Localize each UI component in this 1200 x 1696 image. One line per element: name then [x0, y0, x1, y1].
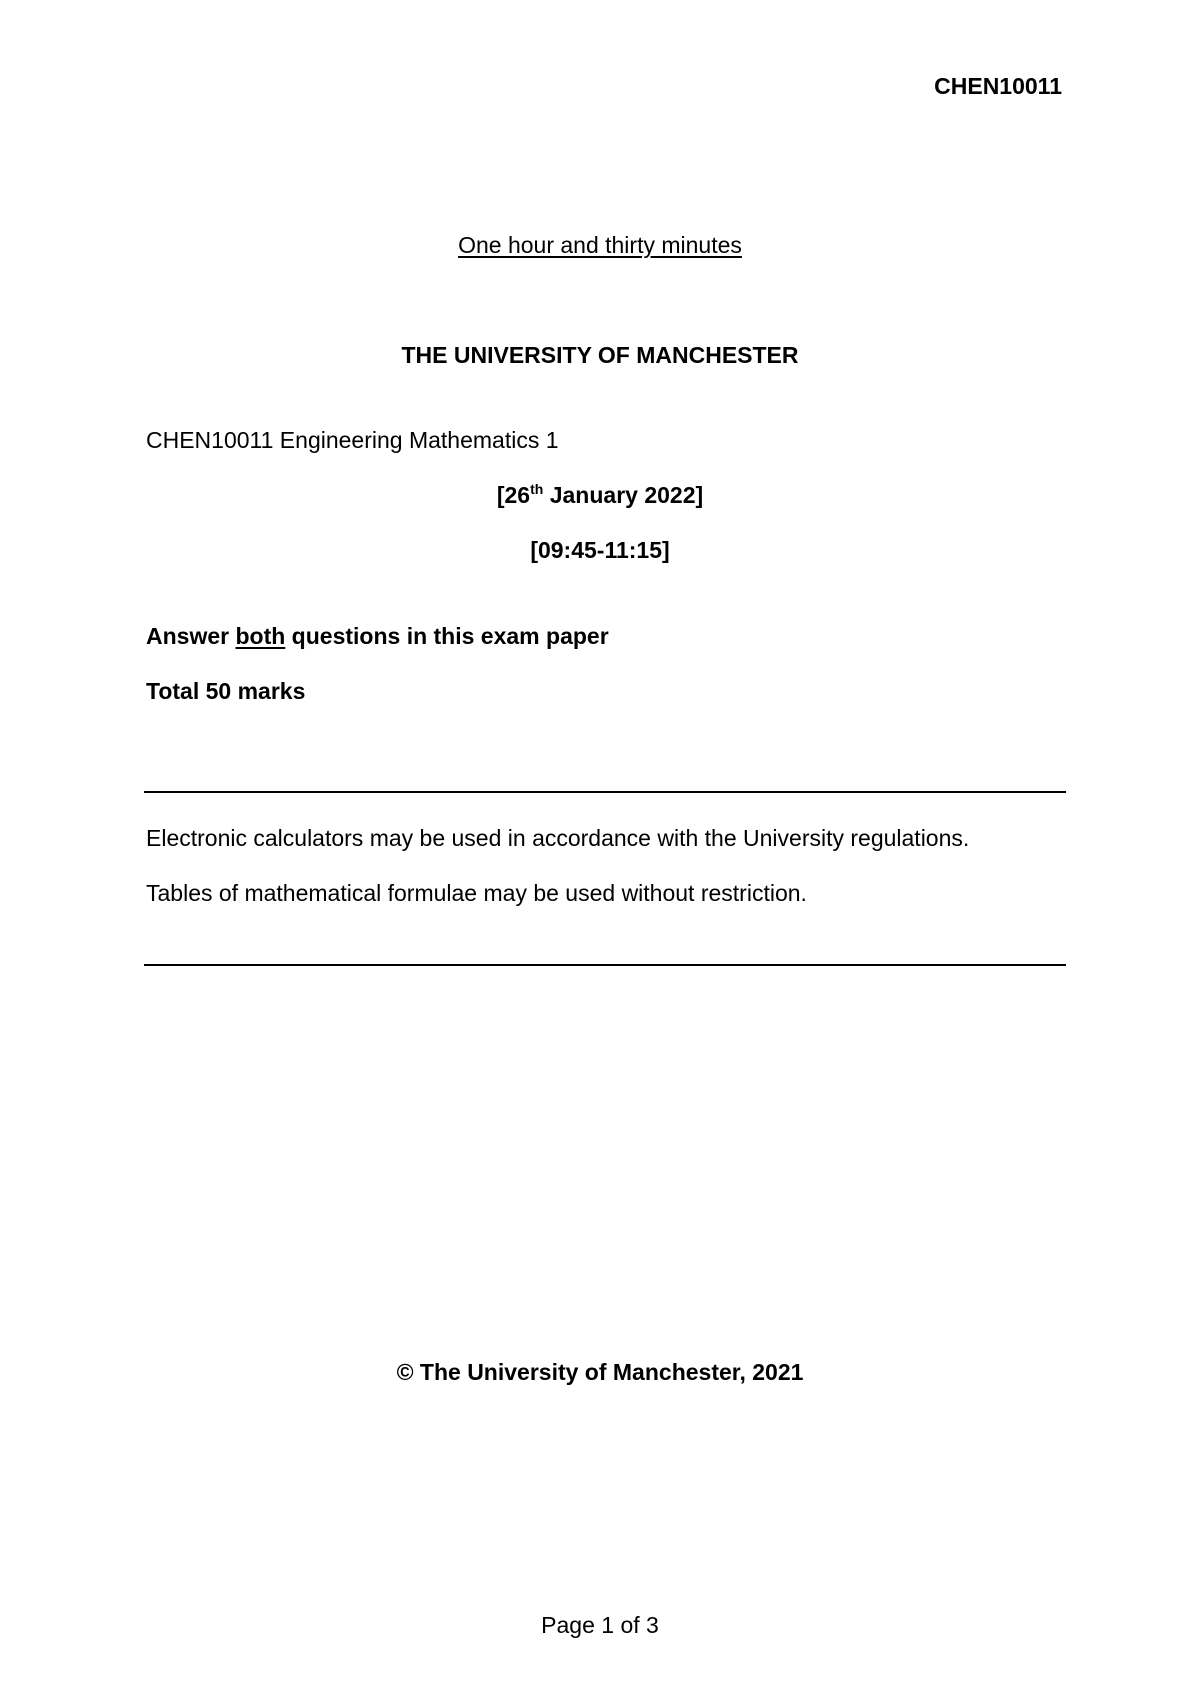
exam-time: [09:45-11:15]	[530, 537, 670, 563]
page-number: Page 1 of 3	[541, 1612, 659, 1638]
exam-date-month-year: January 2022]	[543, 482, 704, 508]
exam-instruction	[146, 622, 609, 650]
instruction-before: Answer	[146, 623, 236, 649]
exam-duration-text: One hour and thirty minutes	[458, 232, 742, 258]
exam-date-day: 26	[504, 482, 531, 508]
exam-date-suffix: th	[530, 481, 544, 497]
calculator-rule: Electronic calculators may be used in accordance with the University regulations.	[146, 825, 970, 851]
divider-top	[144, 791, 1066, 793]
exam-duration	[0, 231, 1200, 259]
exam-date-bracket: [	[496, 482, 505, 508]
course-title: CHEN10011 Engineering Mathematics 1	[146, 427, 559, 453]
instruction-after: questions in this exam paper	[285, 623, 609, 649]
exam-date	[0, 481, 1200, 509]
institution-title: THE UNIVERSITY OF MANCHESTER	[401, 342, 799, 368]
total-marks: Total 50 marks	[146, 678, 306, 704]
divider-bottom	[144, 964, 1066, 966]
copyright-notice: © The University of Manchester, 2021	[396, 1359, 804, 1385]
instruction-emphasis: both	[235, 623, 286, 649]
header-course-code: CHEN10011	[934, 73, 1062, 99]
formulae-rule: Tables of mathematical formulae may be used without restriction.	[146, 880, 807, 906]
